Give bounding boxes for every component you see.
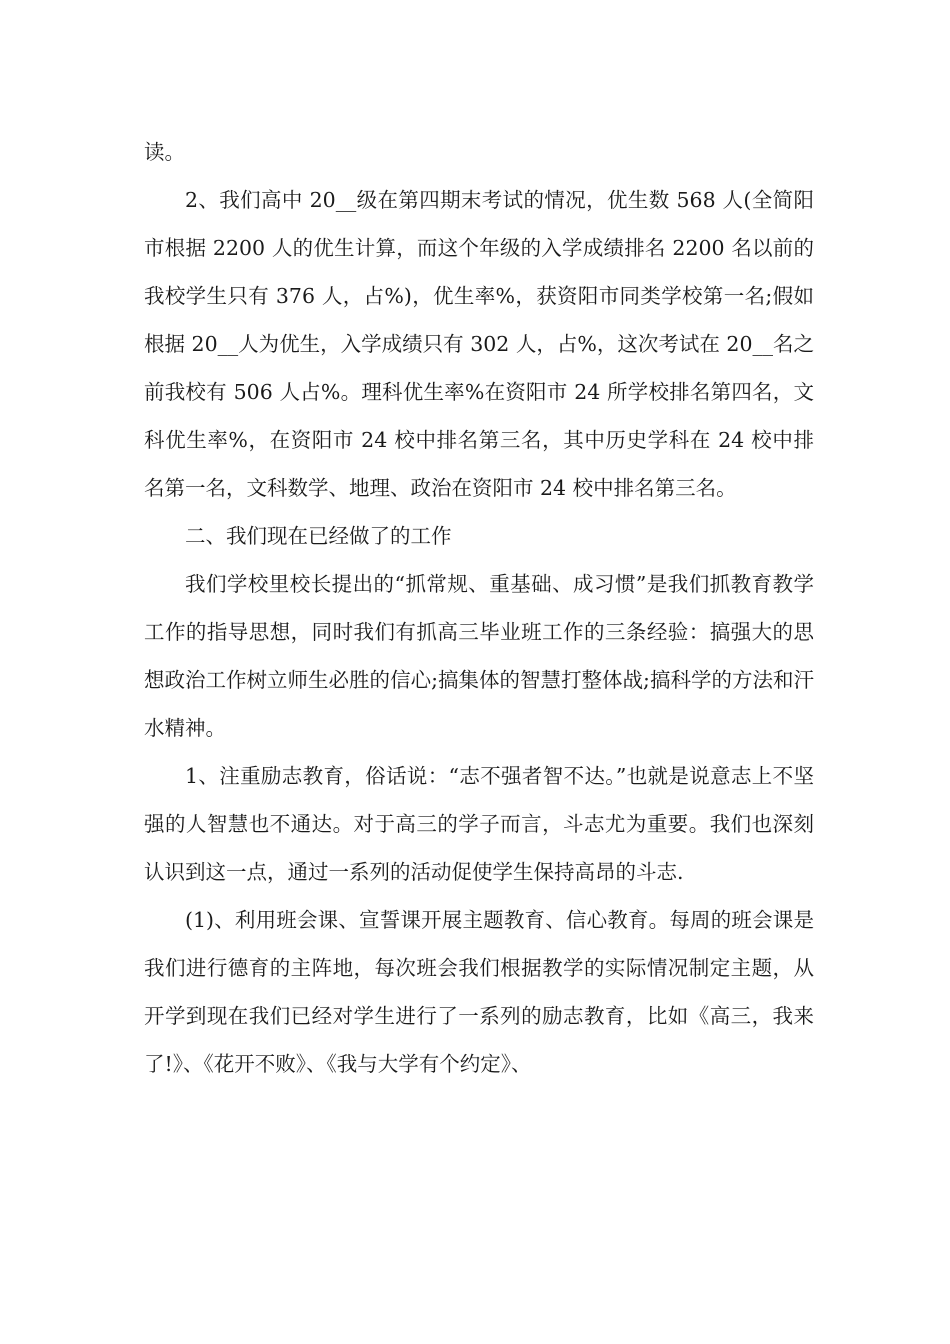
- paragraph-exam-results: 2、我们高中 20__级在第四期末考试的情况，优生数 568 人(全简阳市根据 2200 人的优生计算，而这个年级的入学成绩排名 2200 名以前的我校学生只有 376 人，占%)，优生率%，获资阳市同类学校第一名;假如根据 20__人为优生，入学成绩只有 302 人，占%，这次考试在 20__名之前我校有 506 人占%。理科优生率%在资阳市 24 所学校排名第四名，文科优生率%，在资阳市 24 校中排名第三名，其中历史学科在 24 校中排名第一名，文科数学、地理、政治在资阳市 24 校中排名第三名。: [144, 188, 814, 500]
- paragraph-class-meetings: (1)、利用班会课、宣誓课开展主题教育、信心教育。每周的班会课是我们进行德育的主阵地，每次班会我们根据教学的实际情况制定主题，从开学到现在我们已经对学生进行了一系列的励志教育，比如《高三，我来了!》、《花开不败》、《我与大学有个约定》、: [144, 908, 814, 1076]
- document-body: [144, 128, 814, 1088]
- paragraph-continuation: 读。: [144, 140, 185, 164]
- paragraph-motivation-education: 1、注重励志教育，俗话说：“志不强者智不达。”也就是说意志上不坚强的人智慧也不通达。对于高三的学子而言，斗志尤为重要。我们也深刻认识到这一点，通过一系列的活动促使学生保持高昂的斗志.: [144, 764, 814, 884]
- section-heading-work-done: 二、我们现在已经做了的工作: [185, 524, 452, 548]
- paragraph-guiding-ideas: 我们学校里校长提出的“抓常规、重基础、成习惯”是我们抓教育教学工作的指导思想，同时我们有抓高三毕业班工作的三条经验：搞强大的思想政治工作树立师生必胜的信心;搞集体的智慧打整体战;搞科学的方法和汗水精神。: [144, 572, 814, 740]
